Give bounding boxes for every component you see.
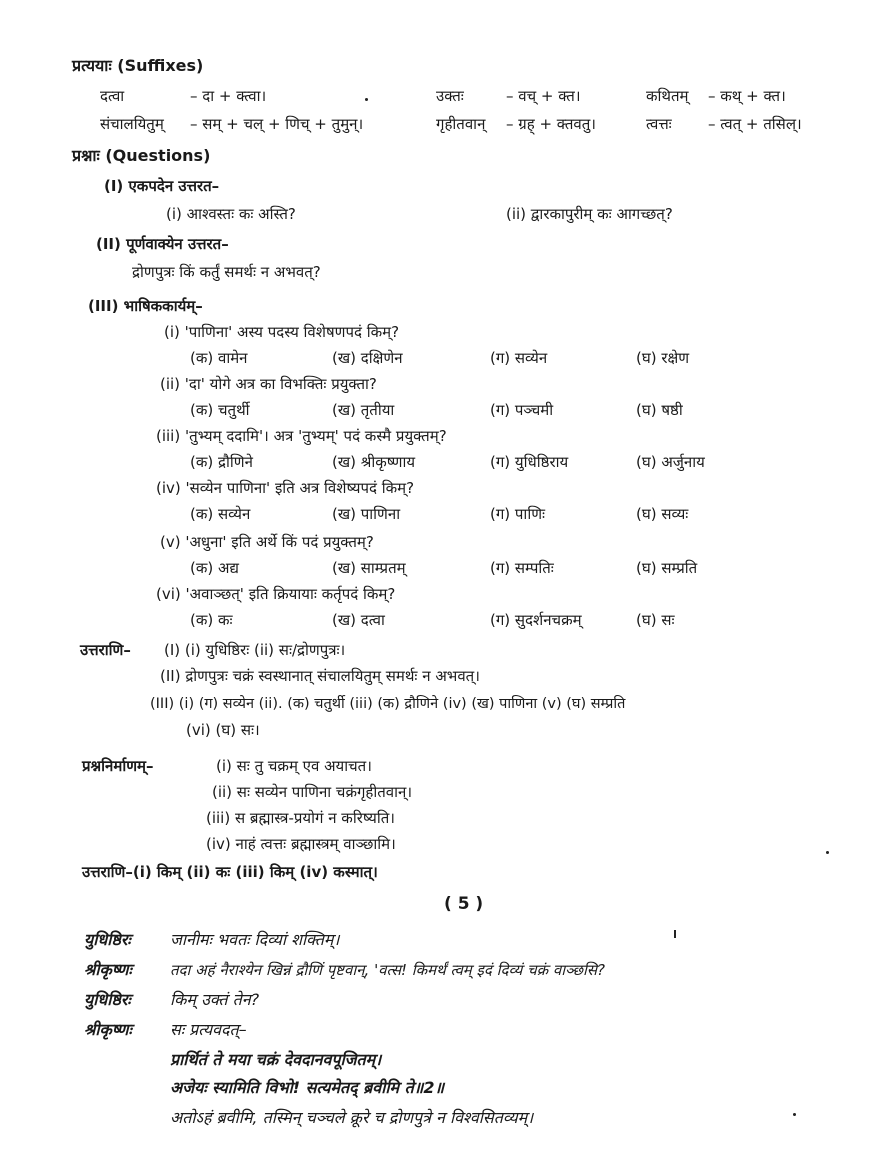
mcq-option: (क) अद्य bbox=[190, 559, 239, 577]
answers-line: (II) द्रोणपुत्रः चक्रं स्वस्थानात् संचालयितुम् समर्थः न अभवत्। bbox=[160, 667, 480, 685]
q1-item: (ii) द्वारकापुरीम् कः आगच्छत्? bbox=[506, 205, 673, 223]
mcq-option: (ख) पाणिना bbox=[332, 505, 401, 523]
mcq-option: (घ) षष्ठी bbox=[636, 401, 683, 419]
mcq-option: (ख) साम्प्रतम् bbox=[332, 559, 406, 577]
suffix-word: उक्तः bbox=[436, 87, 464, 105]
questions-heading: प्रश्नाः (Questions) bbox=[72, 146, 211, 165]
q3-heading: (III) भाषिककार्यम्– bbox=[88, 297, 203, 315]
dialogue-text: जानीमः भवतः दिव्यां शक्तिम्। bbox=[170, 930, 340, 949]
mcq-option: (ख) श्रीकृष्णाय bbox=[332, 453, 416, 471]
qf-item: (ii) सः सव्येन पाणिना चक्रंगृहीतवान्। bbox=[212, 783, 413, 801]
qf-answers: उत्तराणि–(i) किम् (ii) कः (iii) किम् (iv) कस्मात्। bbox=[82, 863, 378, 881]
verse-line: प्रार्थितं ते मया चक्रं देवदानवपूजितम्। bbox=[170, 1050, 382, 1069]
mcq-option: (ग) पाणिः bbox=[490, 505, 546, 523]
suffix-split: – कथ् + क्त। bbox=[708, 87, 786, 105]
mcq-question: (ii) 'दा' योगे अत्र का विभक्तिः प्रयुक्ता? bbox=[160, 375, 377, 393]
suffix-split: – ग्रह् + क्तवतु। bbox=[506, 115, 596, 133]
mcq-option: (क) द्रौणिने bbox=[190, 453, 253, 471]
qf-item: (iv) नाहं त्वत्तः ब्रह्मास्त्रम् वाञ्छामि। bbox=[206, 835, 396, 853]
q2-item: द्रोणपुत्रः किं कर्तुं समर्थः न अभवत्? bbox=[132, 263, 321, 281]
mcq-question: (iii) 'तुभ्यम् ददामि'। अत्र 'तुभ्यम्' पदं कस्मै प्रयुक्तम्? bbox=[156, 427, 447, 445]
mcq-option: (ख) दक्षिणेन bbox=[332, 349, 403, 367]
suffixes-heading: प्रत्ययाः (Suffixes) bbox=[72, 56, 204, 75]
mcq-option: (घ) अर्जुनाय bbox=[636, 453, 705, 471]
stray-dot bbox=[793, 1113, 796, 1116]
speaker: युधिष्ठिरः bbox=[84, 930, 131, 949]
suffix-word: कथितम् bbox=[646, 87, 689, 105]
mcq-question: (v) 'अधुना' इति अर्थे किं पदं प्रयुक्तम्? bbox=[160, 533, 374, 551]
suffix-split: – दा + क्त्वा। bbox=[190, 87, 267, 105]
mcq-option: (ग) पञ्चमी bbox=[490, 401, 554, 419]
qf-item: (i) सः तु चक्रम् एव अयाचत। bbox=[216, 757, 372, 775]
suffix-word: त्वत्तः bbox=[646, 115, 672, 133]
mcq-option: (घ) सव्यः bbox=[636, 505, 689, 523]
mcq-question: (vi) 'अवाञ्छत्' इति क्रियायाः कर्तृपदं किम्? bbox=[156, 585, 396, 603]
mcq-option: (क) चतुर्थी bbox=[190, 401, 250, 419]
mcq-question: (i) 'पाणिना' अस्य पदस्य विशेषणपदं किम्? bbox=[164, 323, 400, 341]
suffix-word: गृहीतवान् bbox=[436, 115, 486, 133]
stray-mark bbox=[674, 930, 676, 938]
q2-heading: (II) पूर्णवाक्येन उत्तरत– bbox=[96, 235, 229, 253]
dialogue-text: सः प्रत्यवदत्– bbox=[170, 1020, 247, 1039]
closing-line: अतोऽहं ब्रवीमि, तस्मिन् चञ्चले क्रूरे च द्रोणपुत्रे न विश्वसितव्यम्। bbox=[170, 1108, 534, 1127]
mcq-option: (क) सव्येन bbox=[190, 505, 251, 523]
verse-line: अजेयः स्यामिति विभो! सत्यमेतद् ब्रवीमि ते॥2॥ bbox=[170, 1078, 445, 1097]
q1-heading: (I) एकपदेन उत्तरत– bbox=[104, 177, 220, 195]
speaker: श्रीकृष्णः bbox=[84, 960, 132, 979]
mcq-option: (ख) दत्वा bbox=[332, 611, 385, 629]
mcq-option: (ग) सुदर्शनचक्रम् bbox=[490, 611, 582, 629]
dialogue-text: तदा अहं नैराश्येन खिन्नं द्रौणिं पृष्टवान्, 'वत्स! किमर्थं त्वम् इदं दिव्यं चक्रं वाञ्छसि? bbox=[170, 961, 606, 979]
answers-line: (vi) (घ) सः। bbox=[186, 721, 260, 739]
question-formation-label: प्रश्ननिर्माणम्– bbox=[82, 757, 154, 775]
mcq-option: (ख) तृतीया bbox=[332, 401, 395, 419]
mcq-option: (क) वामेन bbox=[190, 349, 248, 367]
suffix-split: – सम् + चल् + णिच् + तुमुन्। bbox=[190, 115, 364, 133]
speaker: युधिष्ठिरः bbox=[84, 990, 131, 1009]
mcq-option: (क) कः bbox=[190, 611, 233, 629]
mcq-option: (घ) रक्षेण bbox=[636, 349, 690, 367]
suffix-split: – त्वत् + तसिल्। bbox=[708, 115, 802, 133]
stray-dot bbox=[365, 98, 368, 101]
suffix-word: संचालयितुम् bbox=[100, 115, 164, 133]
mcq-option: (ग) सम्पतिः bbox=[490, 559, 554, 577]
qf-item: (iii) स ब्रह्मास्त्र-प्रयोगं न करिष्यति। bbox=[206, 809, 395, 827]
speaker: श्रीकृष्णः bbox=[84, 1020, 132, 1039]
section-number: ( 5 ) bbox=[444, 894, 484, 914]
stray-dot bbox=[826, 851, 829, 854]
answers-line: (I) (i) युधिष्ठिरः (ii) सः/द्रोणपुत्रः। bbox=[164, 641, 346, 659]
mcq-option: (घ) सः bbox=[636, 611, 675, 629]
suffix-split: – वच् + क्त। bbox=[506, 87, 581, 105]
suffix-word: दत्वा bbox=[100, 87, 125, 105]
mcq-question: (iv) 'सव्येन पाणिना' इति अत्र विशेष्यपदं किम्? bbox=[156, 479, 415, 497]
answers-label: उत्तराणि– bbox=[80, 641, 131, 659]
mcq-option: (ग) सव्येन bbox=[490, 349, 548, 367]
q1-item: (i) आश्वस्तः कः अस्ति? bbox=[166, 205, 296, 223]
mcq-option: (ग) युधिष्ठिराय bbox=[490, 453, 569, 471]
dialogue-text: किम् उक्तं तेन? bbox=[170, 990, 260, 1009]
answers-line: (III) (i) (ग) सव्येन (ii). (क) चतुर्थी (iii) (क) द्रौणिने (iv) (ख) पाणिना (v) (घ) सम्प्रति bbox=[150, 696, 626, 712]
mcq-option: (घ) सम्प्रति bbox=[636, 559, 698, 577]
